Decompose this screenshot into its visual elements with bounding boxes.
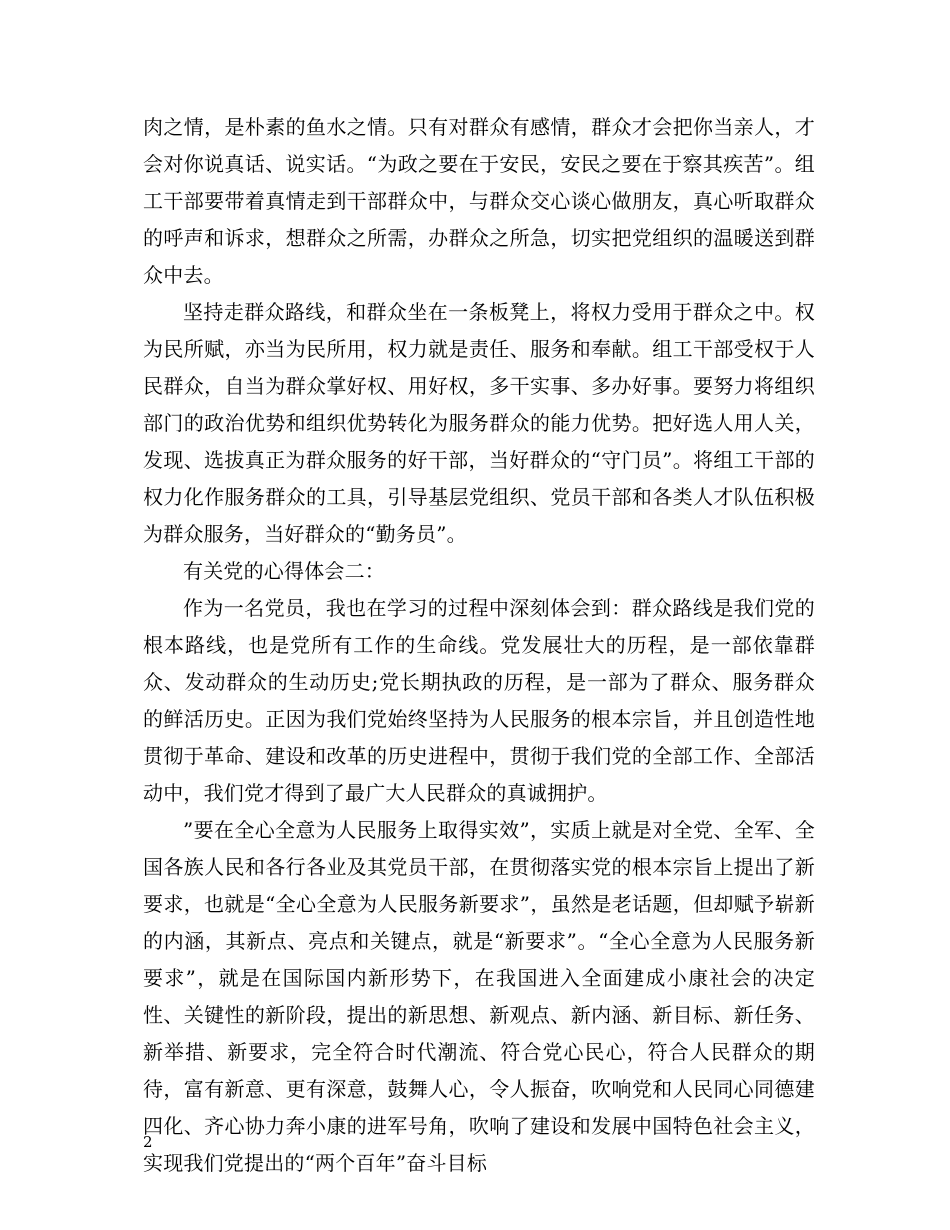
paragraph-new-requirements: ”要在全心全意为人民服务上取得实效”，实质上就是对全党、全军、全国各族人民和各行各业及其党员干部，在贯彻落实党的根本宗旨上提出了新要求，也就是“全心全意为人民服务新要求”，虽然是老话题，但却赋予崭新的内涵，其新点、亮点和关键点，就是“新要求”。“全心全意为人民服务新要求”，就是在国际国内新形势下，在我国进入全面建成小康社会的决定性、关键性的新阶段，提出的新思想、新观点、新内涵、新目标、新任务、新举措、新要求，完全符合时代潮流、符合党心民心，符合人民群众的期待，富有新意、更有深意，鼓舞人心，令人振奋，吹响党和人民同心同德建四化、齐心协力奔小康的进军号角，吹响了建设和发展中国特色社会主义，实现我们党提出的“两个百年”奋斗目标 (143, 818, 815, 1175)
paragraph-mass-line: 坚持走群众路线，和群众坐在一条板凳上，将权力受用于群众之中。权为民所赋，亦当为民所用，权力就是责任、服务和奉献。组工干部受权于人民群众，自当为群众掌好权、用好权，多干实事、多办好事。要努力将组织部门的政治优势和组织优势转化为服务群众的能力优势。把好选人用人关，发现、选拔真正为群众服务的好干部，当好群众的“守门员”。将组工干部的权力化作服务群众的工具，引导基层党组织、党员干部和各类人才队伍积极为群众服务，当好群众的“勤务员”。 (143, 300, 815, 546)
page-number: 2 (143, 1133, 153, 1151)
document-body (143, 109, 815, 1182)
paragraph-continuation: 肉之情，是朴素的鱼水之情。只有对群众有感情，群众才会把你当亲人，才会对你说真话、说实话。“为政之要在于安民，安民之要在于察其疾苦”。组工干部要带着真情走到干部群众中，与群众交心谈心做朋友，真心听取群众的呼声和诉求，想群众之所需，办群众之所急，切实把党组织的温暖送到群众中去。 (143, 115, 815, 287)
paragraph-party-member: 作为一名党员，我也在学习的过程中深刻体会到：群众路线是我们党的根本路线，也是党所有工作的生命线。党发展壮大的历程，是一部依靠群众、发动群众的生动历史;党长期执政的历程，是一部为了群众、服务群众的鲜活历史。正因为我们党始终坚持为人民服务的根本宗旨，并且创造性地贯彻于革命、建设和改革的历史进程中，贯彻于我们党的全部工作、全部活动中，我们党才得到了最广大人民群众的真诚拥护。 (143, 596, 815, 805)
section-heading: 有关党的心得体会二： (183, 559, 385, 583)
